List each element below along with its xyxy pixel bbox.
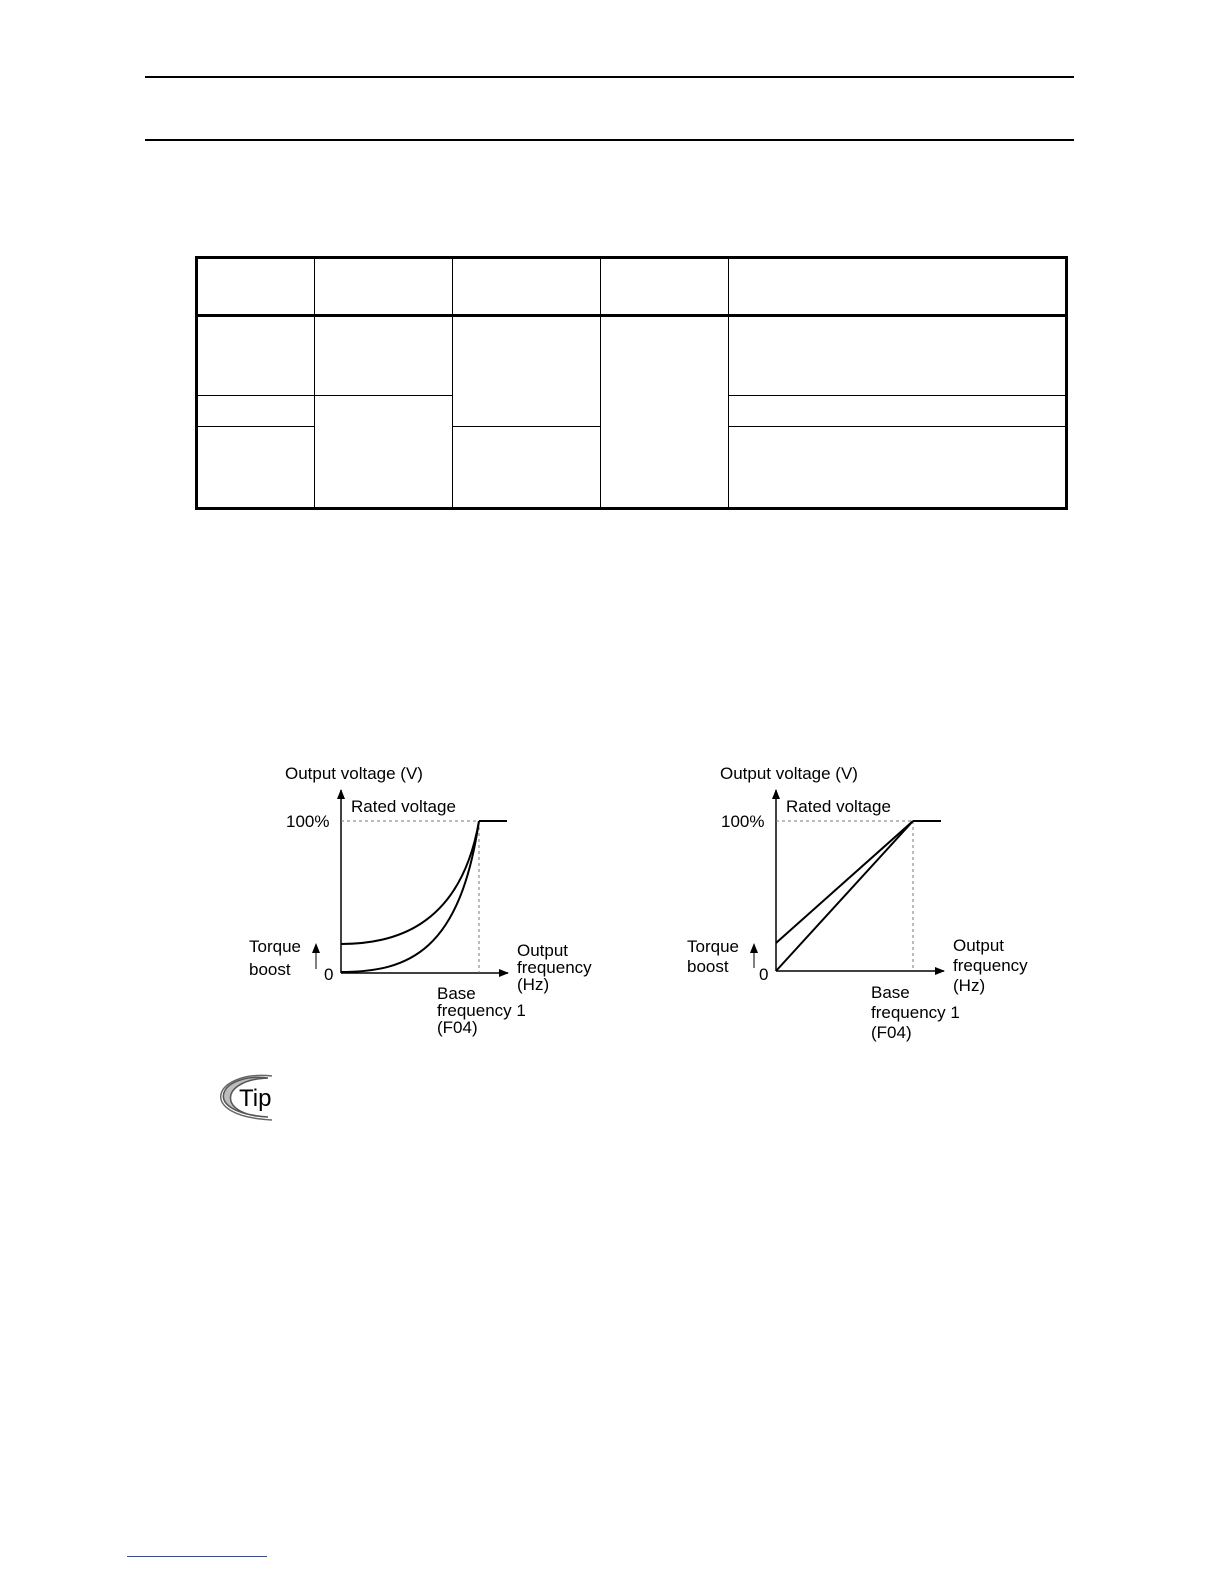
boost-label: boost <box>687 957 729 976</box>
tip-icon <box>221 1075 272 1120</box>
rated-voltage-label: Rated voltage <box>351 797 456 816</box>
footer-link-line <box>127 1556 267 1557</box>
percent-100-label: 100% <box>286 812 330 831</box>
x-axis-label-line2: frequency <box>517 958 592 977</box>
x-axis-label-line2: frequency <box>953 956 1028 975</box>
torque-label: Torque <box>249 937 301 956</box>
origin-label: 0 <box>759 965 769 984</box>
rated-voltage-label: Rated voltage <box>786 797 891 816</box>
base-curve <box>341 821 479 972</box>
boost-label: boost <box>249 960 291 979</box>
base-frequency-line3: (F04) <box>437 1018 478 1037</box>
x-axis-label-line3: (Hz) <box>953 976 986 995</box>
y-axis-label: Output voltage (V) <box>720 764 858 783</box>
origin-label: 0 <box>324 965 334 984</box>
figure-right <box>687 764 1028 1042</box>
y-axis-label: Output voltage (V) <box>285 764 423 783</box>
boosted-line <box>776 821 913 943</box>
figure-left <box>249 764 592 1037</box>
boosted-curve <box>341 821 479 944</box>
base-line <box>776 821 913 971</box>
base-frequency-line2: frequency 1 <box>437 1001 526 1020</box>
tip-label: Tip <box>239 1085 272 1112</box>
base-frequency-line1: Base <box>871 983 910 1002</box>
x-axis-label-line1: Output <box>953 936 1005 955</box>
x-axis-label-line3: (Hz) <box>517 975 550 994</box>
percent-100-label: 100% <box>721 812 765 831</box>
x-axis-label-line1: Output <box>517 941 569 960</box>
base-frequency-line2: frequency 1 <box>871 1003 960 1022</box>
torque-label: Torque <box>687 937 739 956</box>
base-frequency-line3: (F04) <box>871 1023 912 1042</box>
base-frequency-line1: Base <box>437 984 476 1003</box>
